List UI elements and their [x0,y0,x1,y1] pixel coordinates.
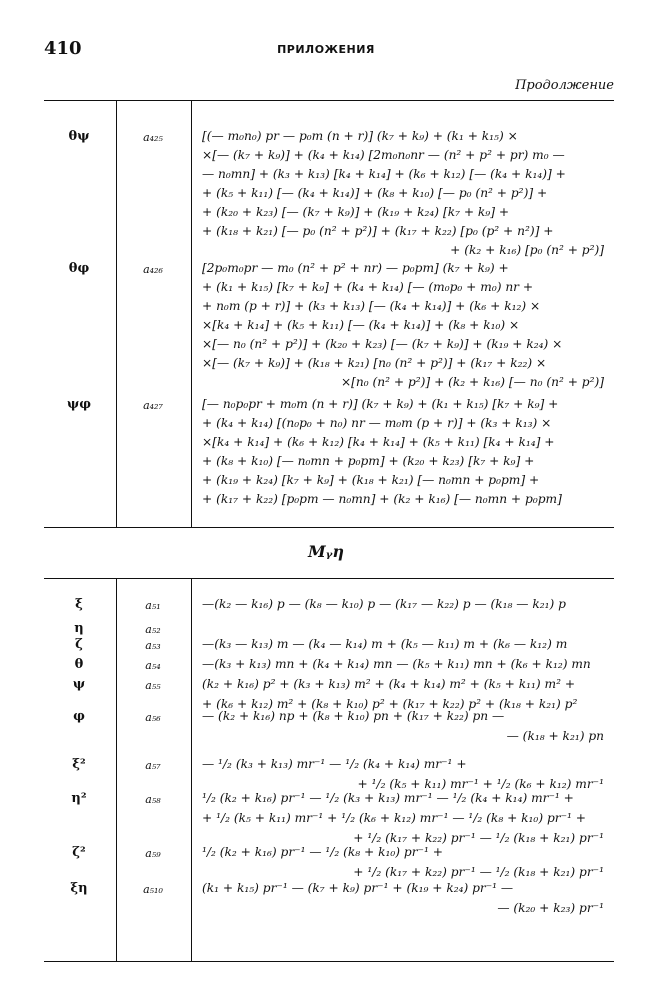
formula-line: ×[— (k₇ + k₉)] + (k₁₈ + k₂₁) [n₀ (n² + p²)] + (k₁₇ + k₂₂) × [202,356,547,370]
formula-line: + (k₁₉ + k₂₄) [k₇ + k₉] + (k₁₈ + k₂₁) [— n₀mn + p₀pm] + [202,473,540,487]
row-coefficient: a₅₅ [145,679,161,692]
row-coefficient: a₄₂₆ [143,263,163,276]
formula-line: — (k₁₈ + k₂₁) pn [506,729,604,743]
coefficient-table-2 [44,578,614,962]
row-coefficient: a₅₉ [145,847,161,860]
coefficient-table-1 [44,100,614,528]
column-divider [191,101,192,527]
running-title: ПРИЛОЖЕНИЯ [277,43,375,56]
formula-line: ×[k₄ + k₁₄] + (k₅ + k₁₁) [— (k₄ + k₁₄)] + (k₈ + k₁₀) × [202,318,520,332]
formula-line: + (k₁₇ + k₂₂) [p₀pm — n₀mn] + (k₂ + k₁₆) [— n₀mn + p₀pm] [202,492,562,506]
formula-line: [— n₀p₀pr + m₀m (n + r)] (k₇ + k₉) + (k₁ + k₁₅) [k₇ + k₉] + [202,397,559,411]
formula-line: + n₀m (p + r)] + (k₃ + k₁₃) [— (k₄ + k₁₄)] + (k₆ + k₁₂) × [202,299,541,313]
formula-line: — (k₂₀ + k₂₃) pr⁻¹ [497,901,604,915]
formula-line: ×[n₀ (n² + p²)] + (k₂ + k₁₆) [— n₀ (n² + p²)] [340,375,604,389]
formula-line: — n₀mn] + (k₃ + k₁₃) [k₄ + k₁₄] + (k₆ + k₁₂) [— (k₄ + k₁₄)] + [202,167,566,181]
formula-line: —(k₃ — k₁₃) m — (k₄ — k₁₄) m + (k₅ — k₁₁) m + (k₆ — k₁₂) m [202,637,568,651]
formula-line: ¹/₂ (k₂ + k₁₆) pr⁻¹ — ¹/₂ (k₈ + k₁₀) pr⁻¹ + [202,845,443,859]
formula-line: [2p₀m₀pr — m₀ (n² + p² + nr) — p₀pm] (k₇ + k₉) + [202,261,509,275]
formula-line: + (k₁ + k₁₅) [k₇ + k₉] + (k₄ + k₁₄) [— (m₀p₀ + m₀) nr + [202,280,534,294]
row-variable: θφ [68,261,90,276]
row-variable: θ [74,657,84,672]
page-number: 410 [44,38,82,59]
formula-line: + ¹/₂ (k₁₇ + k₂₂) pr⁻¹ — ¹/₂ (k₁₈ + k₂₁) pr⁻¹ [353,831,604,845]
formula-line: + ¹/₂ (k₅ + k₁₁) mr⁻¹ + ¹/₂ (k₆ + k₁₂) mr⁻¹ [357,777,604,791]
formula-line: —(k₃ + k₁₃) mn + (k₄ + k₁₄) mn — (k₅ + k₁₁) mn + (k₆ + k₁₂) mn [202,657,591,671]
row-variable: ξη [70,881,88,896]
formula-line: + (k₄ + k₁₄) [(n₀p₀ + n₀) nr — m₀m (p + r)] + (k₃ + k₁₃) × [202,416,552,430]
formula-line: + (k₈ + k₁₀) [— n₀mn + p₀pm] + (k₂₀ + k₂₃) [k₇ + k₉] + [202,454,535,468]
row-coefficient: a₅₇ [145,759,161,772]
row-coefficient: a₅₁₀ [143,883,163,896]
row-variable: ξ² [72,757,86,772]
formula-line: + ¹/₂ (k₁₇ + k₂₂) pr⁻¹ — ¹/₂ (k₁₈ + k₂₁) pr⁻¹ [353,865,604,879]
formula-line: + ¹/₂ (k₅ + k₁₁) mr⁻¹ + ¹/₂ (k₆ + k₁₂) mr⁻¹ — ¹/₂ (k₈ + k₁₀) pr⁻¹ + [202,811,586,825]
column-divider [116,101,117,527]
row-variable: ξ [75,597,83,612]
row-variable: η [74,621,84,636]
block-title: Mᵧη [308,542,344,561]
page-header [0,38,652,66]
column-divider [191,579,192,961]
formula-line: —(k₂ — k₁₆) p — (k₈ — k₁₀) p — (k₁₇ — k₂₂) p — (k₁₈ — k₂₁) p [202,597,566,611]
row-coefficient: a₅₃ [145,639,161,652]
formula-line: + (k₁₈ + k₂₁) [— p₀ (n² + p²)] + (k₁₇ + k₂₂) [p₀ (p² + n²)] + [202,224,554,238]
row-coefficient: a₄₂₇ [143,399,163,412]
row-coefficient: a₄₂₅ [143,131,163,144]
formula-line: (k₂ + k₁₆) p² + (k₃ + k₁₃) m² + (k₄ + k₁₄) m² + (k₅ + k₁₁) m² + [202,677,576,691]
formula-line: [(— m₀n₀) pr — p₀m (n + r)] (k₇ + k₉) + (k₁ + k₁₅) × [202,129,518,143]
row-variable: η² [71,791,87,806]
row-variable: φ [73,709,85,724]
formula-line: — (k₂ + k₁₆) np + (k₈ + k₁₀) pn + (k₁₇ + k₂₂) pn — [202,709,505,723]
formula-line: ×[— (k₇ + k₉)] + (k₄ + k₁₄) [2m₀n₀nr — (n² + p² + pr) m₀ — [202,148,565,162]
formula-line: — ¹/₂ (k₃ + k₁₃) mr⁻¹ — ¹/₂ (k₄ + k₁₄) mr⁻¹ + [202,757,467,771]
row-variable: ζ² [72,845,86,860]
row-coefficient: a₅₆ [145,711,161,724]
formula-line: ¹/₂ (k₂ + k₁₆) pr⁻¹ — ¹/₂ (k₃ + k₁₃) mr⁻¹ — ¹/₂ (k₄ + k₁₄) mr⁻¹ + [202,791,574,805]
formula-line: (k₁ + k₁₅) pr⁻¹ — (k₇ + k₉) pr⁻¹ + (k₁₉ + k₂₄) pr⁻¹ — [202,881,514,895]
formula-line: + (k₂₀ + k₂₃) [— (k₇ + k₉)] + (k₁₉ + k₂₄) [k₇ + k₉] + [202,205,510,219]
row-variable: ψφ [66,397,91,412]
formula-line: + (k₂ + k₁₆) [p₀ (n² + p²)] [450,243,604,257]
row-variable: θψ [68,129,90,144]
formula-line: + (k₆ + k₁₂) m² + (k₈ + k₁₀) p² + (k₁₇ + k₂₂) p² + (k₁₈ + k₂₁) p² [202,697,578,711]
row-coefficient: a₅₂ [145,623,161,636]
row-coefficient: a₅₁ [145,599,161,612]
row-variable: ζ [75,637,83,652]
row-coefficient: a₅₈ [145,793,161,806]
row-coefficient: a₅₄ [145,659,161,672]
continued-label: Продолжение [515,78,614,93]
formula-line: ×[— n₀ (n² + p²)] + (k₂₀ + k₂₃) [— (k₇ + k₉)] + (k₁₉ + k₂₄) × [202,337,563,351]
formula-line: + (k₅ + k₁₁) [— (k₄ + k₁₄)] + (k₈ + k₁₀) [— p₀ (n² + p²)] + [202,186,548,200]
formula-line: ×[k₄ + k₁₄] + (k₆ + k₁₂) [k₄ + k₁₄] + (k₅ + k₁₁) [k₄ + k₁₄] + [202,435,555,449]
row-variable: ψ [72,677,86,692]
